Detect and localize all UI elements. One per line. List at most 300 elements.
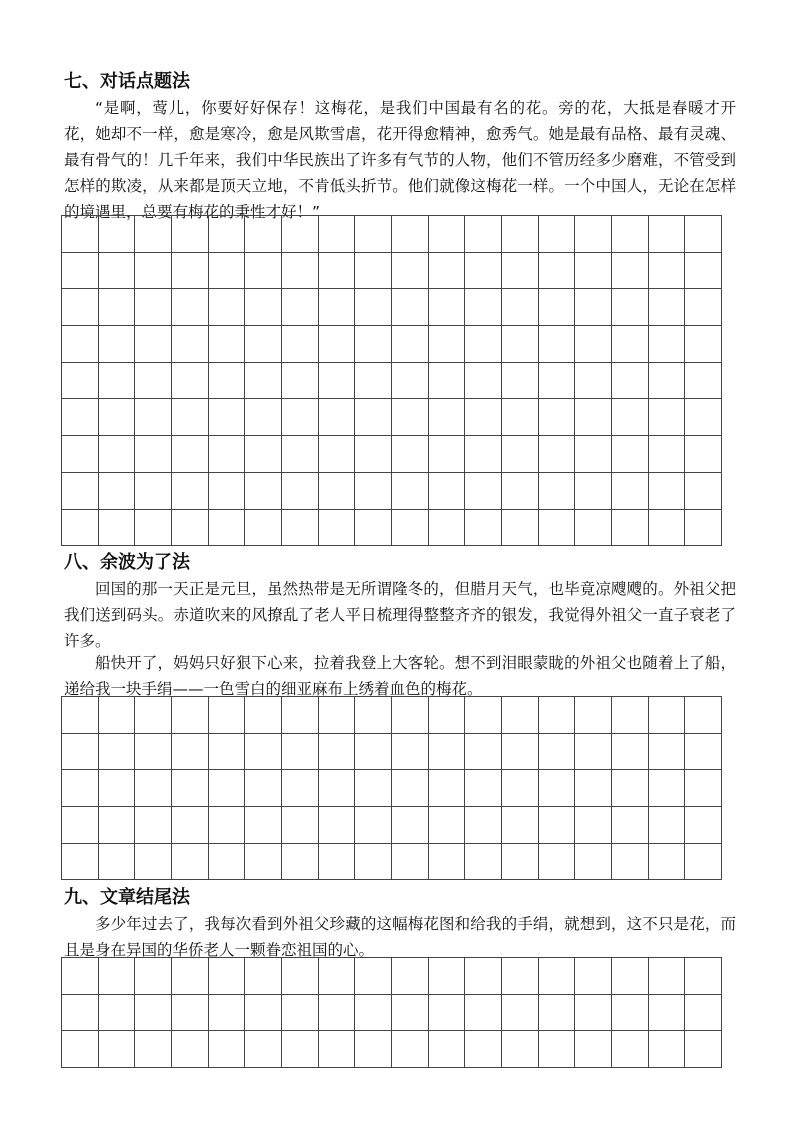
grid-cell[interactable] bbox=[539, 697, 576, 734]
grid-cell[interactable] bbox=[465, 326, 502, 363]
grid-cell[interactable] bbox=[575, 399, 612, 436]
grid-cell[interactable] bbox=[685, 289, 722, 326]
grid-cell[interactable] bbox=[355, 326, 392, 363]
grid-cell[interactable] bbox=[355, 958, 392, 995]
grid-cell[interactable] bbox=[99, 436, 136, 473]
grid-cell[interactable] bbox=[575, 216, 612, 253]
grid-cell[interactable] bbox=[209, 473, 246, 510]
grid-cell[interactable] bbox=[62, 734, 99, 771]
grid-cell[interactable] bbox=[62, 510, 99, 547]
grid-cell[interactable] bbox=[135, 1031, 172, 1068]
grid-cell[interactable] bbox=[209, 289, 246, 326]
grid-cell[interactable] bbox=[355, 216, 392, 253]
grid-cell[interactable] bbox=[502, 697, 539, 734]
grid-cell[interactable] bbox=[99, 697, 136, 734]
grid-cell[interactable] bbox=[575, 510, 612, 547]
grid-cell[interactable] bbox=[99, 363, 136, 400]
grid-cell[interactable] bbox=[245, 473, 282, 510]
grid-cell[interactable] bbox=[172, 1031, 209, 1068]
grid-cell[interactable] bbox=[575, 436, 612, 473]
grid-cell[interactable] bbox=[539, 216, 576, 253]
grid-cell[interactable] bbox=[539, 399, 576, 436]
grid-cell[interactable] bbox=[172, 473, 209, 510]
grid-cell[interactable] bbox=[465, 807, 502, 844]
grid-cell[interactable] bbox=[685, 958, 722, 995]
grid-cell[interactable] bbox=[392, 807, 429, 844]
grid-cell[interactable] bbox=[429, 958, 466, 995]
grid-cell[interactable] bbox=[62, 844, 99, 881]
grid-cell[interactable] bbox=[209, 807, 246, 844]
grid-cell[interactable] bbox=[319, 326, 356, 363]
grid-cell[interactable] bbox=[392, 473, 429, 510]
grid-cell[interactable] bbox=[245, 216, 282, 253]
grid-cell[interactable] bbox=[99, 216, 136, 253]
grid-cell[interactable] bbox=[282, 436, 319, 473]
grid-cell[interactable] bbox=[62, 326, 99, 363]
grid-cell[interactable] bbox=[209, 958, 246, 995]
grid-cell[interactable] bbox=[612, 399, 649, 436]
grid-cell[interactable] bbox=[465, 289, 502, 326]
grid-cell[interactable] bbox=[649, 436, 686, 473]
grid-cell[interactable] bbox=[245, 807, 282, 844]
grid-cell[interactable] bbox=[319, 363, 356, 400]
grid-cell[interactable] bbox=[502, 958, 539, 995]
grid-cell[interactable] bbox=[245, 844, 282, 881]
grid-cell[interactable] bbox=[612, 958, 649, 995]
grid-cell[interactable] bbox=[575, 473, 612, 510]
grid-cell[interactable] bbox=[502, 770, 539, 807]
grid-cell[interactable] bbox=[502, 734, 539, 771]
grid-cell[interactable] bbox=[99, 958, 136, 995]
grid-cell[interactable] bbox=[539, 995, 576, 1032]
grid-cell[interactable] bbox=[282, 697, 319, 734]
grid-cell[interactable] bbox=[465, 399, 502, 436]
grid-cell[interactable] bbox=[575, 958, 612, 995]
grid-cell[interactable] bbox=[649, 770, 686, 807]
grid-cell[interactable] bbox=[502, 216, 539, 253]
grid-cell[interactable] bbox=[62, 289, 99, 326]
grid-cell[interactable] bbox=[135, 844, 172, 881]
grid-cell[interactable] bbox=[502, 510, 539, 547]
grid-cell[interactable] bbox=[612, 734, 649, 771]
grid-cell[interactable] bbox=[502, 289, 539, 326]
grid-cell[interactable] bbox=[245, 1031, 282, 1068]
grid-cell[interactable] bbox=[282, 770, 319, 807]
grid-cell[interactable] bbox=[355, 844, 392, 881]
grid-cell[interactable] bbox=[172, 399, 209, 436]
grid-cell[interactable] bbox=[649, 844, 686, 881]
grid-cell[interactable] bbox=[99, 1031, 136, 1068]
grid-cell[interactable] bbox=[99, 326, 136, 363]
grid-cell[interactable] bbox=[612, 363, 649, 400]
grid-cell[interactable] bbox=[319, 1031, 356, 1068]
grid-cell[interactable] bbox=[99, 995, 136, 1032]
grid-cell[interactable] bbox=[62, 770, 99, 807]
grid-cell[interactable] bbox=[245, 958, 282, 995]
grid-cell[interactable] bbox=[465, 958, 502, 995]
grid-cell[interactable] bbox=[99, 770, 136, 807]
grid-cell[interactable] bbox=[392, 844, 429, 881]
grid-cell[interactable] bbox=[135, 734, 172, 771]
grid-cell[interactable] bbox=[62, 216, 99, 253]
grid-cell[interactable] bbox=[282, 363, 319, 400]
grid-cell[interactable] bbox=[135, 958, 172, 995]
grid-cell[interactable] bbox=[62, 807, 99, 844]
grid-cell[interactable] bbox=[245, 289, 282, 326]
grid-cell[interactable] bbox=[209, 844, 246, 881]
grid-cell[interactable] bbox=[209, 697, 246, 734]
grid-cell[interactable] bbox=[355, 1031, 392, 1068]
grid-cell[interactable] bbox=[465, 473, 502, 510]
grid-cell[interactable] bbox=[392, 770, 429, 807]
grid-cell[interactable] bbox=[135, 770, 172, 807]
grid-cell[interactable] bbox=[685, 1031, 722, 1068]
grid-cell[interactable] bbox=[539, 770, 576, 807]
grid-cell[interactable] bbox=[429, 734, 466, 771]
grid-cell[interactable] bbox=[502, 436, 539, 473]
grid-cell[interactable] bbox=[392, 995, 429, 1032]
grid-cell[interactable] bbox=[575, 844, 612, 881]
grid-cell[interactable] bbox=[649, 807, 686, 844]
grid-cell[interactable] bbox=[612, 326, 649, 363]
grid-cell[interactable] bbox=[612, 253, 649, 290]
grid-cell[interactable] bbox=[429, 289, 466, 326]
grid-cell[interactable] bbox=[172, 844, 209, 881]
grid-cell[interactable] bbox=[172, 697, 209, 734]
grid-cell[interactable] bbox=[282, 995, 319, 1032]
grid-cell[interactable] bbox=[392, 734, 429, 771]
grid-cell[interactable] bbox=[502, 807, 539, 844]
grid-cell[interactable] bbox=[245, 436, 282, 473]
grid-cell[interactable] bbox=[465, 734, 502, 771]
grid-cell[interactable] bbox=[245, 363, 282, 400]
grid-cell[interactable] bbox=[429, 995, 466, 1032]
grid-cell[interactable] bbox=[282, 473, 319, 510]
grid-cell[interactable] bbox=[209, 436, 246, 473]
grid-cell[interactable] bbox=[539, 807, 576, 844]
grid-cell[interactable] bbox=[62, 253, 99, 290]
grid-cell[interactable] bbox=[62, 399, 99, 436]
grid-cell[interactable] bbox=[685, 995, 722, 1032]
grid-cell[interactable] bbox=[612, 844, 649, 881]
grid-cell[interactable] bbox=[282, 510, 319, 547]
grid-cell[interactable] bbox=[685, 510, 722, 547]
grid-cell[interactable] bbox=[649, 326, 686, 363]
grid-cell[interactable] bbox=[429, 510, 466, 547]
grid-cell[interactable] bbox=[685, 734, 722, 771]
grid-cell[interactable] bbox=[649, 958, 686, 995]
grid-cell[interactable] bbox=[172, 363, 209, 400]
grid-cell[interactable] bbox=[429, 770, 466, 807]
grid-cell[interactable] bbox=[575, 253, 612, 290]
grid-cell[interactable] bbox=[245, 399, 282, 436]
grid-cell[interactable] bbox=[319, 289, 356, 326]
grid-cell[interactable] bbox=[539, 289, 576, 326]
grid-cell[interactable] bbox=[319, 473, 356, 510]
grid-cell[interactable] bbox=[539, 734, 576, 771]
grid-cell[interactable] bbox=[465, 697, 502, 734]
grid-cell[interactable] bbox=[135, 399, 172, 436]
grid-cell[interactable] bbox=[685, 326, 722, 363]
grid-cell[interactable] bbox=[172, 510, 209, 547]
grid-cell[interactable] bbox=[355, 473, 392, 510]
grid-cell[interactable] bbox=[612, 770, 649, 807]
grid-cell[interactable] bbox=[355, 510, 392, 547]
grid-cell[interactable] bbox=[282, 734, 319, 771]
grid-cell[interactable] bbox=[502, 363, 539, 400]
grid-cell[interactable] bbox=[429, 1031, 466, 1068]
grid-cell[interactable] bbox=[355, 289, 392, 326]
grid-cell[interactable] bbox=[319, 807, 356, 844]
grid-cell[interactable] bbox=[612, 807, 649, 844]
grid-cell[interactable] bbox=[282, 807, 319, 844]
grid-cell[interactable] bbox=[355, 770, 392, 807]
writing-grid-section-8[interactable] bbox=[61, 696, 722, 880]
grid-cell[interactable] bbox=[575, 1031, 612, 1068]
grid-cell[interactable] bbox=[172, 289, 209, 326]
grid-cell[interactable] bbox=[392, 289, 429, 326]
grid-cell[interactable] bbox=[282, 326, 319, 363]
grid-cell[interactable] bbox=[649, 697, 686, 734]
grid-cell[interactable] bbox=[612, 216, 649, 253]
grid-cell[interactable] bbox=[539, 958, 576, 995]
grid-cell[interactable] bbox=[575, 363, 612, 400]
grid-cell[interactable] bbox=[99, 399, 136, 436]
grid-cell[interactable] bbox=[62, 697, 99, 734]
grid-cell[interactable] bbox=[392, 436, 429, 473]
grid-cell[interactable] bbox=[539, 510, 576, 547]
grid-cell[interactable] bbox=[429, 807, 466, 844]
grid-cell[interactable] bbox=[209, 770, 246, 807]
grid-cell[interactable] bbox=[575, 770, 612, 807]
grid-cell[interactable] bbox=[649, 1031, 686, 1068]
grid-cell[interactable] bbox=[99, 807, 136, 844]
grid-cell[interactable] bbox=[612, 1031, 649, 1068]
grid-cell[interactable] bbox=[135, 216, 172, 253]
grid-cell[interactable] bbox=[135, 995, 172, 1032]
grid-cell[interactable] bbox=[282, 289, 319, 326]
grid-cell[interactable] bbox=[355, 363, 392, 400]
grid-cell[interactable] bbox=[209, 510, 246, 547]
grid-cell[interactable] bbox=[575, 734, 612, 771]
grid-cell[interactable] bbox=[685, 399, 722, 436]
grid-cell[interactable] bbox=[465, 216, 502, 253]
grid-cell[interactable] bbox=[502, 473, 539, 510]
grid-cell[interactable] bbox=[209, 253, 246, 290]
grid-cell[interactable] bbox=[685, 770, 722, 807]
grid-cell[interactable] bbox=[172, 770, 209, 807]
grid-cell[interactable] bbox=[685, 697, 722, 734]
grid-cell[interactable] bbox=[539, 1031, 576, 1068]
grid-cell[interactable] bbox=[282, 844, 319, 881]
writing-grid-section-7[interactable] bbox=[61, 215, 722, 546]
grid-cell[interactable] bbox=[429, 216, 466, 253]
grid-cell[interactable] bbox=[172, 807, 209, 844]
grid-cell[interactable] bbox=[465, 995, 502, 1032]
grid-cell[interactable] bbox=[355, 995, 392, 1032]
grid-cell[interactable] bbox=[685, 436, 722, 473]
grid-cell[interactable] bbox=[612, 995, 649, 1032]
grid-cell[interactable] bbox=[319, 253, 356, 290]
grid-cell[interactable] bbox=[209, 216, 246, 253]
grid-cell[interactable] bbox=[465, 253, 502, 290]
grid-cell[interactable] bbox=[172, 253, 209, 290]
grid-cell[interactable] bbox=[355, 253, 392, 290]
grid-cell[interactable] bbox=[649, 289, 686, 326]
grid-cell[interactable] bbox=[502, 326, 539, 363]
grid-cell[interactable] bbox=[392, 326, 429, 363]
grid-cell[interactable] bbox=[135, 289, 172, 326]
grid-cell[interactable] bbox=[502, 1031, 539, 1068]
grid-cell[interactable] bbox=[135, 510, 172, 547]
grid-cell[interactable] bbox=[172, 995, 209, 1032]
writing-grid-section-9[interactable] bbox=[61, 957, 722, 1068]
grid-cell[interactable] bbox=[319, 510, 356, 547]
grid-cell[interactable] bbox=[245, 734, 282, 771]
grid-cell[interactable] bbox=[319, 697, 356, 734]
grid-cell[interactable] bbox=[649, 399, 686, 436]
grid-cell[interactable] bbox=[429, 399, 466, 436]
grid-cell[interactable] bbox=[685, 473, 722, 510]
grid-cell[interactable] bbox=[62, 363, 99, 400]
grid-cell[interactable] bbox=[99, 510, 136, 547]
grid-cell[interactable] bbox=[502, 399, 539, 436]
grid-cell[interactable] bbox=[612, 510, 649, 547]
grid-cell[interactable] bbox=[392, 1031, 429, 1068]
grid-cell[interactable] bbox=[429, 473, 466, 510]
grid-cell[interactable] bbox=[575, 289, 612, 326]
grid-cell[interactable] bbox=[62, 995, 99, 1032]
grid-cell[interactable] bbox=[612, 289, 649, 326]
grid-cell[interactable] bbox=[649, 510, 686, 547]
grid-cell[interactable] bbox=[209, 734, 246, 771]
grid-cell[interactable] bbox=[612, 473, 649, 510]
grid-cell[interactable] bbox=[649, 216, 686, 253]
grid-cell[interactable] bbox=[209, 399, 246, 436]
grid-cell[interactable] bbox=[392, 399, 429, 436]
grid-cell[interactable] bbox=[135, 807, 172, 844]
grid-cell[interactable] bbox=[319, 734, 356, 771]
grid-cell[interactable] bbox=[282, 253, 319, 290]
grid-cell[interactable] bbox=[245, 995, 282, 1032]
grid-cell[interactable] bbox=[465, 1031, 502, 1068]
grid-cell[interactable] bbox=[319, 844, 356, 881]
grid-cell[interactable] bbox=[135, 473, 172, 510]
grid-cell[interactable] bbox=[575, 326, 612, 363]
grid-cell[interactable] bbox=[282, 958, 319, 995]
grid-cell[interactable] bbox=[319, 958, 356, 995]
grid-cell[interactable] bbox=[172, 958, 209, 995]
grid-cell[interactable] bbox=[465, 770, 502, 807]
grid-cell[interactable] bbox=[245, 697, 282, 734]
grid-cell[interactable] bbox=[209, 326, 246, 363]
grid-cell[interactable] bbox=[465, 844, 502, 881]
grid-cell[interactable] bbox=[392, 510, 429, 547]
grid-cell[interactable] bbox=[245, 510, 282, 547]
grid-cell[interactable] bbox=[172, 216, 209, 253]
grid-cell[interactable] bbox=[429, 326, 466, 363]
grid-cell[interactable] bbox=[649, 734, 686, 771]
grid-cell[interactable] bbox=[172, 734, 209, 771]
grid-cell[interactable] bbox=[539, 473, 576, 510]
grid-cell[interactable] bbox=[392, 216, 429, 253]
grid-cell[interactable] bbox=[135, 436, 172, 473]
grid-cell[interactable] bbox=[429, 844, 466, 881]
grid-cell[interactable] bbox=[502, 253, 539, 290]
grid-cell[interactable] bbox=[355, 807, 392, 844]
grid-cell[interactable] bbox=[245, 326, 282, 363]
grid-cell[interactable] bbox=[282, 216, 319, 253]
grid-cell[interactable] bbox=[99, 253, 136, 290]
grid-cell[interactable] bbox=[502, 844, 539, 881]
grid-cell[interactable] bbox=[355, 399, 392, 436]
grid-cell[interactable] bbox=[355, 697, 392, 734]
grid-cell[interactable] bbox=[465, 510, 502, 547]
grid-cell[interactable] bbox=[539, 253, 576, 290]
grid-cell[interactable] bbox=[172, 436, 209, 473]
grid-cell[interactable] bbox=[99, 289, 136, 326]
grid-cell[interactable] bbox=[62, 436, 99, 473]
grid-cell[interactable] bbox=[502, 995, 539, 1032]
grid-cell[interactable] bbox=[392, 253, 429, 290]
grid-cell[interactable] bbox=[465, 436, 502, 473]
grid-cell[interactable] bbox=[319, 216, 356, 253]
grid-cell[interactable] bbox=[612, 436, 649, 473]
grid-cell[interactable] bbox=[649, 995, 686, 1032]
grid-cell[interactable] bbox=[649, 473, 686, 510]
grid-cell[interactable] bbox=[429, 697, 466, 734]
grid-cell[interactable] bbox=[245, 253, 282, 290]
grid-cell[interactable] bbox=[612, 697, 649, 734]
grid-cell[interactable] bbox=[539, 363, 576, 400]
grid-cell[interactable] bbox=[685, 216, 722, 253]
grid-cell[interactable] bbox=[539, 436, 576, 473]
grid-cell[interactable] bbox=[575, 697, 612, 734]
grid-cell[interactable] bbox=[649, 363, 686, 400]
grid-cell[interactable] bbox=[172, 326, 209, 363]
grid-cell[interactable] bbox=[245, 770, 282, 807]
grid-cell[interactable] bbox=[319, 436, 356, 473]
grid-cell[interactable] bbox=[685, 253, 722, 290]
grid-cell[interactable] bbox=[429, 436, 466, 473]
grid-cell[interactable] bbox=[99, 734, 136, 771]
grid-cell[interactable] bbox=[465, 363, 502, 400]
grid-cell[interactable] bbox=[282, 399, 319, 436]
grid-cell[interactable] bbox=[392, 958, 429, 995]
grid-cell[interactable] bbox=[209, 995, 246, 1032]
grid-cell[interactable] bbox=[649, 253, 686, 290]
grid-cell[interactable] bbox=[99, 473, 136, 510]
grid-cell[interactable] bbox=[282, 1031, 319, 1068]
grid-cell[interactable] bbox=[392, 363, 429, 400]
grid-cell[interactable] bbox=[319, 995, 356, 1032]
grid-cell[interactable] bbox=[135, 363, 172, 400]
grid-cell[interactable] bbox=[575, 995, 612, 1032]
grid-cell[interactable] bbox=[319, 770, 356, 807]
grid-cell[interactable] bbox=[319, 399, 356, 436]
grid-cell[interactable] bbox=[392, 697, 429, 734]
grid-cell[interactable] bbox=[62, 958, 99, 995]
grid-cell[interactable] bbox=[575, 807, 612, 844]
grid-cell[interactable] bbox=[99, 844, 136, 881]
grid-cell[interactable] bbox=[539, 844, 576, 881]
grid-cell[interactable] bbox=[135, 326, 172, 363]
grid-cell[interactable] bbox=[62, 473, 99, 510]
grid-cell[interactable] bbox=[539, 326, 576, 363]
grid-cell[interactable] bbox=[355, 436, 392, 473]
grid-cell[interactable] bbox=[209, 363, 246, 400]
grid-cell[interactable] bbox=[209, 1031, 246, 1068]
